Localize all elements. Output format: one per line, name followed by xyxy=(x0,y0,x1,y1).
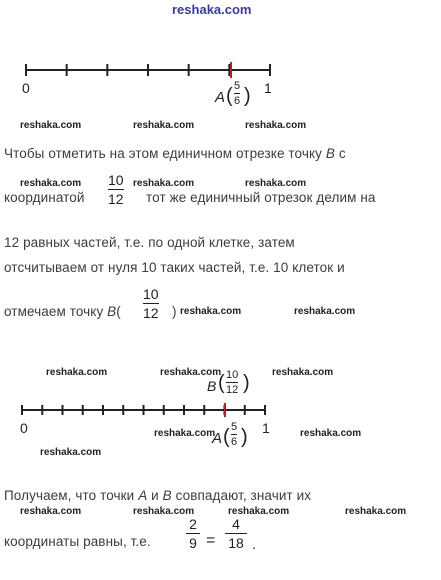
watermark: reshaka.com xyxy=(133,120,195,131)
line2-point-a-label: A xyxy=(212,430,223,447)
line2-point-b-label: B xyxy=(207,378,217,394)
para1-line5-close: ) xyxy=(172,304,177,319)
watermark: reshaka.com xyxy=(228,506,290,517)
watermark: reshaka.com xyxy=(160,367,222,378)
para2-fraction-1: 2 9 xyxy=(186,516,200,551)
line1-one-label: 1 xyxy=(264,80,272,96)
para1-line5-fraction: 10 12 xyxy=(143,286,159,321)
watermark: reshaka.com xyxy=(20,506,82,517)
line2-b-paren-close: ) xyxy=(243,372,250,394)
para2-line1: Получаем, что точки A и B совпадают, значит их xyxy=(4,488,312,503)
para2-equals: = xyxy=(206,532,216,549)
line2-a-paren-close: ) xyxy=(241,426,248,448)
watermark: reshaka.com xyxy=(133,178,195,189)
line1-paren-open: ( xyxy=(226,85,233,107)
line2-one-label: 1 xyxy=(262,420,270,436)
para1-line5: отмечаем точку B( xyxy=(4,304,121,319)
line1-point-a-label: A xyxy=(215,89,226,106)
watermark: reshaka.com xyxy=(20,120,82,131)
watermark: reshaka.com xyxy=(300,428,362,439)
para1-line1: Чтобы отметить на этом единичном отрезке точку B с xyxy=(4,146,346,161)
watermark: reshaka.com xyxy=(180,306,242,317)
line2-a-paren-open: ( xyxy=(223,426,230,448)
watermark: reshaka.com xyxy=(40,447,102,458)
line1-zero-label: 0 xyxy=(22,80,30,96)
para1-line4: отсчитываем от нуля 10 таких частей, т.е. 10 клеток и xyxy=(4,260,345,275)
para1-line2-start: координатой xyxy=(4,190,85,205)
para2-fraction-2: 4 18 xyxy=(225,516,247,551)
watermark: reshaka.com xyxy=(245,178,307,189)
line1-paren-close: ) xyxy=(244,85,251,107)
line1-point-a-fraction: 5 6 xyxy=(234,80,241,107)
watermark: reshaka.com xyxy=(294,306,356,317)
para1-line3: 12 равных частей, т.е. по одной клетке, затем xyxy=(4,235,295,250)
watermark: reshaka.com xyxy=(20,178,82,189)
site-title[interactable]: reshaka.com xyxy=(172,2,252,17)
para1-fraction: 10 12 xyxy=(108,172,124,207)
watermark: reshaka.com xyxy=(154,428,216,439)
watermark: reshaka.com xyxy=(272,367,334,378)
line2-b-paren-open: ( xyxy=(218,372,225,394)
watermark: reshaka.com xyxy=(345,506,407,517)
para2-period: . xyxy=(252,536,256,552)
watermark: reshaka.com xyxy=(245,120,307,131)
line2-point-b-fraction: 10 12 xyxy=(226,369,239,396)
watermark: reshaka.com xyxy=(133,506,195,517)
para1-line2-end: тот же единичный отрезок делим на xyxy=(146,190,376,205)
watermark: reshaka.com xyxy=(46,367,108,378)
line2-zero-label: 0 xyxy=(20,420,28,436)
para2-line2-start: координаты равны, т.е. xyxy=(4,534,151,549)
line2-point-a-fraction: 5 6 xyxy=(231,421,238,448)
